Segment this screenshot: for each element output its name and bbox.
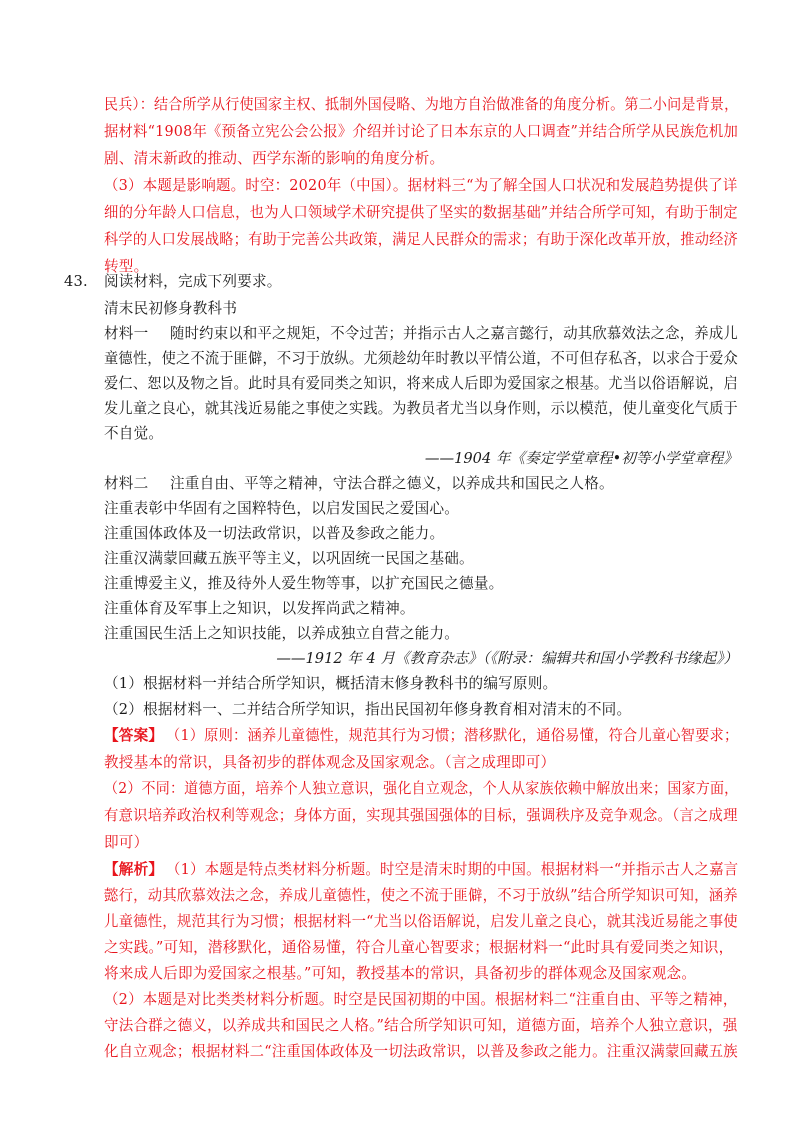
material1-line: 爱仁、恕以及物之旨。此时具有爱同类之知识，将来成人后即为爱国家之根基。尤当以俗语解说，启 xyxy=(104,375,738,392)
analysis-line: 化自立观念；根据材料二“注重国体政体及一切法政常识，以普及参政之能力。注重汉满蒙回藏五族 xyxy=(104,1043,738,1060)
answer-line: 即可） xyxy=(104,834,149,851)
analysis-line: 守法合群之德义，以养成共和国民之人格。”结合所学知识可知，道德方面，培养个人独立意识，强 xyxy=(104,1017,738,1034)
analysis-line: （1）本题是特点类材料分析题。时空是清末时期的中国。根据材料一“并指示古人之嘉言 xyxy=(166,861,739,878)
prev-answer-line: 细的分年龄人口信息，也为人口领域学术研究提供了坚实的数据基础”并结合所学可知，有助于制定 xyxy=(104,204,738,221)
prev-answer-line: 民兵）：结合所学从行使国家主权、抵制外国侵略、为地方自治做准备的角度分析。第二小问是背景， xyxy=(104,96,739,113)
material1-line: 随时约束以和平之规矩，不令过苦；并指示古人之嘉言懿行，动其欣慕效法之念，养成儿 xyxy=(170,325,738,342)
sub-question-1: （1）根据材料一并结合所学知识，概括清末修身教科书的编写原则。 xyxy=(104,675,558,692)
material-title: 清末民初修身教科书 xyxy=(104,300,238,317)
answer-line: 教授基本的常识，具备初步的群体观念及国家观念。（言之成理即可） xyxy=(104,754,556,771)
material2-line: 注重国民生活上之知识技能，以养成独立自营之能力。 xyxy=(104,625,460,642)
material2-line: 注重自由、平等之精神，守法合群之德义，以养成共和国民之人格。 xyxy=(170,475,614,492)
analysis-line: 懿行，动其欣慕效法之念，养成儿童德性，使之不流于匪僻，不习于放纵”结合所学知识可知，涵养 xyxy=(104,887,738,904)
answer-line: （1）原则：涵养儿童德性，规范其行为习惯；潜移默化，通俗易懂，符合儿童心智要求； xyxy=(166,727,739,744)
analysis-line: 之实践。”可知，潜移默化，通俗易懂，符合儿童心智要求；根据材料一“此时具有爱同类之知识， xyxy=(104,939,734,956)
question-number: 43. xyxy=(64,273,88,290)
prev-answer-line: 转型。 xyxy=(104,258,149,275)
material1-source: ——1904 年《奏定学堂章程•初等小学堂章程》 xyxy=(424,450,738,467)
material2-line: 注重汉满蒙回藏五族平等主义，以巩固统一民国之基础。 xyxy=(104,550,474,567)
analysis-line: 将来成人后即为爱国家之根基。”可知，教授基本的常识，具备初步的群体观念及国家观念。 xyxy=(104,965,697,982)
answer-tag: 【答案】 xyxy=(104,727,164,744)
material2-line: 注重国体政体及一切法政常识，以普及参政之能力。 xyxy=(104,525,445,542)
analysis-line: （2）本题是对比类类材料分析题。时空是民国初期的中国。根据材料二“注重自由、平等之精神， xyxy=(104,991,738,1008)
prev-answer-line: （3）本题是影响题。时空：2020年（中国）。据材料三“为了解全国人口状况和发展趋势提供了详 xyxy=(104,177,738,194)
material2-line: 注重博爱主义，推及待外人爱生物等事，以扩充国民之德量。 xyxy=(104,575,504,592)
answer-line: 有意识培养政治权利等观念；身体方面，实现其强国强体的目标，强调秩序及竞争观念。（言之成理 xyxy=(104,807,738,824)
analysis-tag: 【解析】 xyxy=(104,861,164,878)
prev-answer-line: 据材料“1908年《预备立宪公会公报》介绍并讨论了日本东京的人口调查”并结合所学从民族危机加 xyxy=(104,123,738,140)
material1-line: 童德性，使之不流于匪僻，不习于放纵。尤须趁幼年时教以平情公道，不可但存私吝，以求合于爱众 xyxy=(104,350,738,367)
prev-answer-line: 剧、清末新政的推动、西学东渐的影响的角度分析。 xyxy=(104,150,445,167)
answer-line: （2）不同：道德方面，培养个人独立意识，强化自立观念，个人从家族依赖中解放出来；国家方面， xyxy=(104,780,739,797)
material2-label: 材料二 xyxy=(104,475,149,492)
material1-label: 材料一 xyxy=(104,325,149,342)
prev-answer-line: 科学的人口发展战略；有助于完善公共政策，满足人民群众的需求；有助于深化改革开放，推动经济 xyxy=(104,231,738,248)
sub-question-2: （2）根据材料一、二并结合所学知识，指出民国初年修身教育相对清末的不同。 xyxy=(104,701,632,718)
material2-line: 注重表彰中华固有之国粹特色，以启发国民之爱国心。 xyxy=(104,500,460,517)
material2-line: 注重体育及军事上之知识，以发挥尚武之精神。 xyxy=(104,600,415,617)
analysis-line: 儿童德性，规范其行为习惯；根据材料一“尤当以俗语解说，启发儿童之良心，就其浅近易能之事使 xyxy=(104,913,738,930)
question-prompt: 阅读材料，完成下列要求。 xyxy=(104,273,282,290)
material2-source: ——1912 年 4 月《教育杂志》（《附录：编辑共和国小学教科书缘起》） xyxy=(276,650,738,667)
material1-line: 不自觉。 xyxy=(104,425,164,442)
material1-line: 发儿童之良心，就其浅近易能之事使之实践。为教员者尤当以身作则，示以模范，使儿童变化气质于 xyxy=(104,400,738,417)
